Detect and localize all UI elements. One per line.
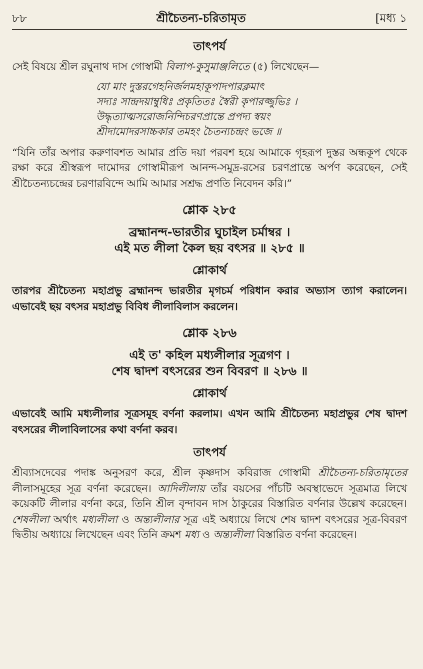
- verse-line: শ্রীদামোদরসাচ্চকার তমহং চৈতন্যচন্দ্রং ভজে ॥: [96, 125, 282, 138]
- sloka-286-purport-heading: তাৎপর্য: [193, 445, 226, 459]
- sloka-286-line-2: শেষ দ্বাদশ বৎসরের শুন বিবরণ ॥ ২৮৬ ॥: [111, 364, 308, 378]
- page-header: [12, 10, 407, 26]
- purport-intro: [12, 60, 407, 76]
- purport-book-title: শ্রীচৈতন্য-চরিতামৃতের: [317, 467, 407, 479]
- purport-text: তাঁর বয়সের পাঁচটি অবস্থাভেদে সূত্রমাত্র লিখে কয়েকটি লীলার বর্ণনা করে, তিনি শ্রীল বৃন্দাবন দাস ঠাকুরের বিস্তারিত বর্ণনার উল্লেখ করেছেন।: [12, 482, 407, 510]
- purport-text: অর্থাৎ: [49, 513, 82, 526]
- sloka-286-title: শ্লোক ২৮৬: [182, 325, 237, 340]
- purport-text: লীলাসমূহের সূত্র বর্ণনা করেছেন।: [12, 482, 158, 495]
- sloka-286-meaning: এভাবেই আমি মধ্যলীলার সূত্রসমূহ বর্ণনা করলাম। এখন আমি শ্রীচৈতন্য মহাপ্রভুর শেষ দ্বাদশ বৎসরের লীলাবিলাসের কথা বর্ণনা করব।: [12, 408, 407, 436]
- verse-translation: “যিনি তাঁর অপার করুণাবশত আমার প্রতি দয়া পরবশ হয়ে আমাকে গৃহরূপ দুস্তর অন্ধকূপ থেকে রক্ষা করে শ্রীস্বরূপ দামোদর গোস্বামীরূপ আনন্দ-সমুদ্র-রসের চরণপ্রান্তে অর্পণ করেছেন, সেই শ্রীচৈতন্যচন্দ্রের চরণারবিন্দে আমি আমার সশ্রদ্ধ প্রণতি নিবেদন করি।”: [12, 146, 407, 190]
- sloka-286-line-1: এই ত' কহিল মধ্যলীলার সূত্রগণ ।: [129, 348, 290, 362]
- verse-line: উদ্ধৃত্যাত্মসরোজনিন্দিচরণপ্রান্তে প্রপদ্য স্বয়ং: [96, 110, 271, 123]
- purport-text: সূত্র এই অধ্যায়ে লিখে শেষ দ্বাদশ বৎসরের সূত্র-বিবরণ দ্বিতীয় অধ্যায়ে লিখেছেন এবং তিনি ক্রমশ: [12, 513, 407, 541]
- purport-heading: তাৎপর্য: [193, 39, 226, 53]
- purport-term: মধ্য: [184, 529, 200, 541]
- sloka-285-title: শ্লোক ২৮৫: [182, 202, 237, 217]
- header-rule: [12, 29, 407, 30]
- purport-text: শ্রীব্যাসদেবের পদাঙ্ক অনুসরণ করে, শ্রীল কৃষ্ণদাস কবিরাজ গোস্বামী: [12, 467, 318, 479]
- purport-term: মধ্যলীলা: [81, 513, 118, 526]
- purport-term: অন্ত্যলীলা: [213, 529, 254, 541]
- purport-text: ও: [199, 529, 214, 541]
- sloka-285-meaning-heading: শ্লোকার্থ: [192, 263, 227, 277]
- sloka-285-line-2: এই মত লীলা কৈল ছয় বৎসর ॥ ২৮৫ ॥: [114, 241, 305, 255]
- sloka-286-purport: [12, 466, 407, 544]
- verse-line: যো মাং দুস্তরগেহনির্জলমহাকূপাদপারক্লমাৎ: [96, 80, 265, 93]
- verse-line: সদ্যঃ সান্দ্রদয়াম্বুধিঃ প্রকৃতিতঃ স্বৈরী কৃপারজ্জুভিঃ ।: [96, 95, 298, 108]
- section-marker: [মধ্য ১: [375, 11, 407, 25]
- purport-text: ও: [117, 513, 134, 526]
- sloka-286-meaning-heading: শ্লোকার্থ: [192, 386, 227, 400]
- intro-book-title: বিলাপ-কুসুমাঞ্জলিতে: [165, 61, 250, 73]
- running-title: শ্রীচৈতন্য-চরিতামৃত: [156, 11, 246, 25]
- sanskrit-verse: [12, 80, 407, 140]
- intro-text-end: (৫) লিখেছেন—: [249, 61, 320, 73]
- purport-term: শেষলীলা: [12, 513, 50, 526]
- page-number: ৮৮: [12, 11, 27, 25]
- purport-text: বিস্তারিত বর্ণনা করেছেন।: [253, 529, 357, 541]
- sloka-285-line-1: ব্রহ্মানন্দ-ভারতীর ঘুচাইল চর্মাম্বর ।: [128, 225, 291, 239]
- purport-term: অন্ত্যলীলার: [133, 513, 180, 526]
- sloka-285-meaning: তারপর শ্রীচৈতন্য মহাপ্রভু ব্রহ্মানন্দ ভারতীর মৃগচর্ম পরিধান করার অভ্যাস ত্যাগ করালেন। এভাবেই ছয় বৎসর মহাপ্রভু বিবিধ লীলাবিলাস করলেন।: [12, 285, 407, 313]
- purport-term: আদিলীলায়: [157, 482, 205, 495]
- intro-text: সেই বিষয়ে শ্রীল রঘুনাথ দাস গোস্বামী: [12, 61, 166, 73]
